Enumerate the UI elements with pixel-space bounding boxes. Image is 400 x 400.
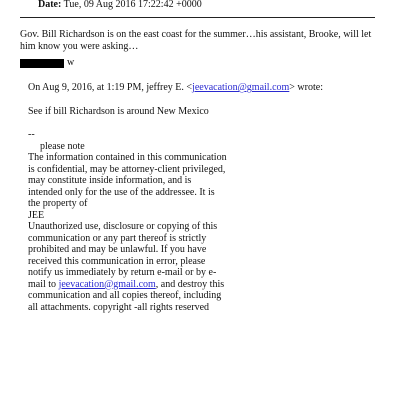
redaction-bar (20, 59, 64, 68)
signature-separator: -- (28, 129, 35, 140)
attribution-email-link[interactable]: jeevacation@gmail.com (192, 82, 290, 93)
disclaimer-paragraph-1: The information contained in this communication is confidential, may be attorney-client privileged, may constitute inside information, and is intended only for the use of the addressee. It is the property of (28, 152, 227, 209)
message-body: Gov. Bill Richardson is on the east coast for the summer…his assistant, Brooke, will let him know you were asking… (20, 29, 372, 52)
signature (20, 57, 74, 69)
disclaimer (28, 129, 228, 313)
date-value: Tue, 09 Aug 2016 17:22:42 +0000 (63, 0, 202, 10)
disclaimer-owner: JEE (28, 209, 45, 221)
quoted-question: See if bill Richardson is around New Mexico (28, 105, 209, 117)
header-divider (20, 17, 375, 18)
signature-initial: w (67, 57, 75, 69)
attribution-prefix: On Aug 9, 2016, at 1:19 PM, jeffrey E. < (28, 82, 193, 93)
date-header (38, 0, 202, 11)
disclaimer-text-3: , and destroy this communication and all copies thereof, including all attachments. copyright -all rights reserved (28, 278, 225, 313)
disclaimer-email-link[interactable]: jeevacation@gmail.com (58, 278, 156, 290)
quote-attribution (28, 82, 378, 94)
disclaimer-note: please note (40, 140, 85, 152)
attribution-suffix: > wrote: (289, 82, 323, 93)
disclaimer-paragraph-2 (28, 221, 228, 313)
quoted-message (28, 82, 378, 313)
disclaimer-text-2: Unauthorized use, disclosure or copying of this communication or any part thereof is strictly prohibited and may be unlawful. If you have received this communication in error, please notify us immediately by return e-mail or by e-mail to (28, 221, 218, 290)
date-label: Date: (38, 0, 62, 10)
